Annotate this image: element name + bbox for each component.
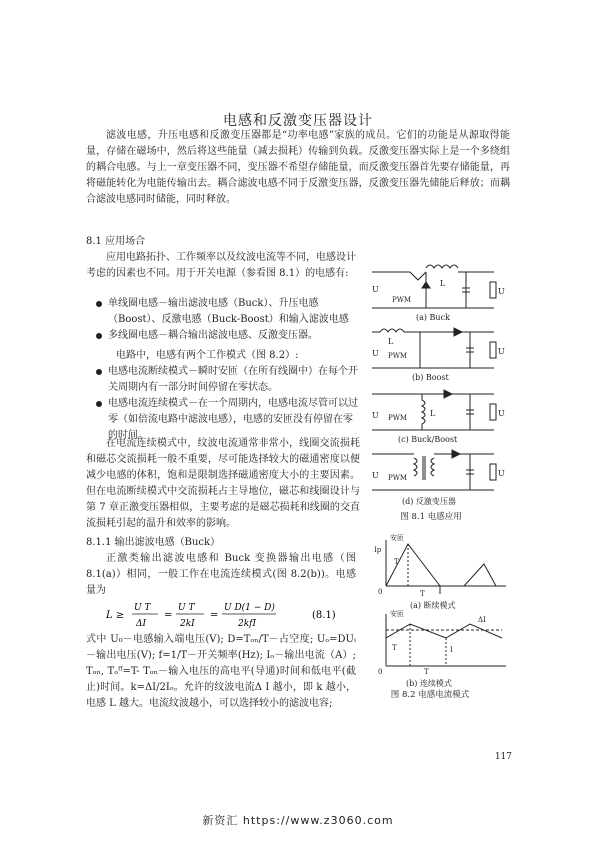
formula-den-2: 2kI [180,619,195,629]
dcm-caption: (a) 断续模式 [410,601,456,610]
boost-circuit [372,328,505,382]
intro-paragraph: 滤波电感，升压电感和反激变压器都是“功率电感”家族的成员。它们的功能是从源取得能量，存储在磁场中，然后将这些能量（减去损耗）传输到负载。反激变压器实际上是一个多绕组的耦合电感。与上一章变压器不同，变压器不希望存储能量，而反激变压器首先要存储能量，再将磁能转化为电能传输出去。耦合滤波电感不同于反激变压器，反激变压器先储能后释放；而耦合滤波电感同时储能，同时释放。 [86,130,510,205]
dcm-anzhan-label: 安匝 [390,534,404,542]
bullet-text: 电感电流连续模式－在一个周期内，电感电流尽管可以过零（如倍流电路中滤波电感），电感的安匝没有停留在零的时间。 [108,398,358,441]
bullet-text: 多线圈电感－耦合输出滤波电感、反激变压器。 [108,330,318,341]
caption-d: (d) 反激变压器 [402,497,456,506]
formula-num-3: U D(1 − D) [224,603,275,613]
para-8-1: 应用电路拓扑、工作频率以及纹波电流等不同，电感设计考虑的因素也不同。用于开关电源（参看图 8.1）的电感有: [86,252,356,279]
figure-8-2-caption: 图 8.2 电感电流模式 [390,690,470,700]
bb-L-label: L [430,409,436,418]
dcm-ton-label: T [394,558,399,566]
buck-boost-circuit [372,390,505,444]
bullet-single-coil [108,296,360,328]
page-number: 117 [494,752,512,762]
section-8-1-heading: 8.1 应用场合 [86,236,146,247]
ccm-anzhan-label: 安匝 [390,610,404,618]
dcm-ip-label: Ip [374,546,382,554]
bullet-dot [96,333,102,339]
bb-pwm-label: PWM [388,414,408,422]
dcm-ts-label: T [420,590,425,598]
fb-ui-label: U [372,471,379,480]
section-8-1-1-heading: 8.1.1 输出滤波电感（Buck） [86,537,221,548]
para-ccm: 在电流连续模式中，纹波电流通常非常小，线圈交流损耗和磁芯交流损耗一般不重要，尽可能选择较大的磁通密度以便减少电感的体积，饱和是限制选择磁通密度大小的主要因素。但在电流断续模式中交流损耗占主导地位，磁芯和线圈设计与第 7 章正激变压器相似，主要考虑的是磁芯损耗和线圈的交直流损耗引起的温升和效率的影响。 [86,438,360,529]
buck-L-label: L [440,279,446,288]
para-buck: 正激类输出滤波电感和 Buck 变换器输出电感（图 8.1(a)）相同，一般工作在电流连续模式(图 8.2(b))。电感量为 [86,553,356,596]
formula-8-1 [100,596,340,632]
ccm-io-label: I [450,646,453,654]
caption-a: (a) Buck [416,313,450,322]
formula-eq-1: = [164,610,173,621]
boost-pwm-label: PWM [388,352,408,360]
ccm-ts-label: T [424,668,429,676]
buck-pwm-label: PWM [392,296,412,304]
fb-uo-label: U [498,469,505,478]
formula-number: (8.1) [312,610,336,621]
ccm-ton-label: T [392,644,397,652]
formula-num-1: U T [134,603,151,613]
ccm-waveform [378,609,506,688]
bullet-text: 电感电流断续模式－瞬时安匝（在所有线圈中）在每个开关周期内有一部分时间停留在零状态。 [108,366,358,393]
boost-L-label: L [388,337,394,346]
formula-den-3: 2kfI [238,619,257,629]
formula-den-1: ΔI [136,619,147,629]
figure-8-1-caption: 图 8.1 电感应用 [400,512,462,522]
dcm-zero-label: 0 [378,588,383,596]
formula-eq-2: = [210,610,219,621]
buck-uo-label: U [498,287,505,296]
bullet-dot [96,301,102,307]
formula-num-2: U T [178,603,195,613]
ccm-zero-label: 0 [378,668,383,676]
bullet-text: 单线圈电感－输出滤波电感（Buck）、升压电感（Boost）、反激电感（Buck-Boost）和输入滤波电感 [108,298,349,325]
bullet-dot [96,369,102,375]
para-variables: 式中 U₀－电感输入端电压(V); D=Tₒₙ/T－占空度; Uₒ=DUᵢ－输出电压(V); f=1/T－开关频率(Hz); Iₒ－输出电流（A）; Tₒₙ, Tₒᶠᶠ=T- Tₒₙ－输入电压的高电平(导通)时间和低电平(截止)时间。k=ΔI/2Iₒ。允许的纹波电流Δ I 越小，即 k 越小，电感 L 越大。电流纹波越小，可以选择较小的滤波电容; [86,634,356,709]
caption-b: (b) Boost [412,373,449,382]
boost-uo-label: U [498,347,505,356]
figure-8-2 [366,534,516,704]
figure-8-1 [366,258,516,520]
para-modes: 电路中，电感有两个工作模式（图 8.2）: [116,350,299,361]
bullet-dcm [108,364,360,396]
formula-L: L ≥ [106,610,125,621]
buck-circuit [372,265,505,322]
bullet-dot [96,401,102,407]
ccm-caption: (b) 连续模式 [406,679,452,688]
buck-ui-label: U [372,285,379,294]
fb-pwm-label: PWM [388,474,408,482]
flyback-circuit [372,450,505,506]
caption-c: (c) Buck/Boost [398,435,458,444]
boost-ui-label: U [372,349,379,358]
bb-uo-label: U [498,409,505,418]
ccm-di-label: ΔI [478,616,486,624]
page-title: 电感和反激变压器设计 [223,113,373,129]
footer-watermark: 新资汇 https://www.z3060.com [202,814,394,827]
bb-ui-label: U [372,411,379,420]
dcm-waveform [374,534,506,610]
bullet-multi-coil [108,328,360,344]
